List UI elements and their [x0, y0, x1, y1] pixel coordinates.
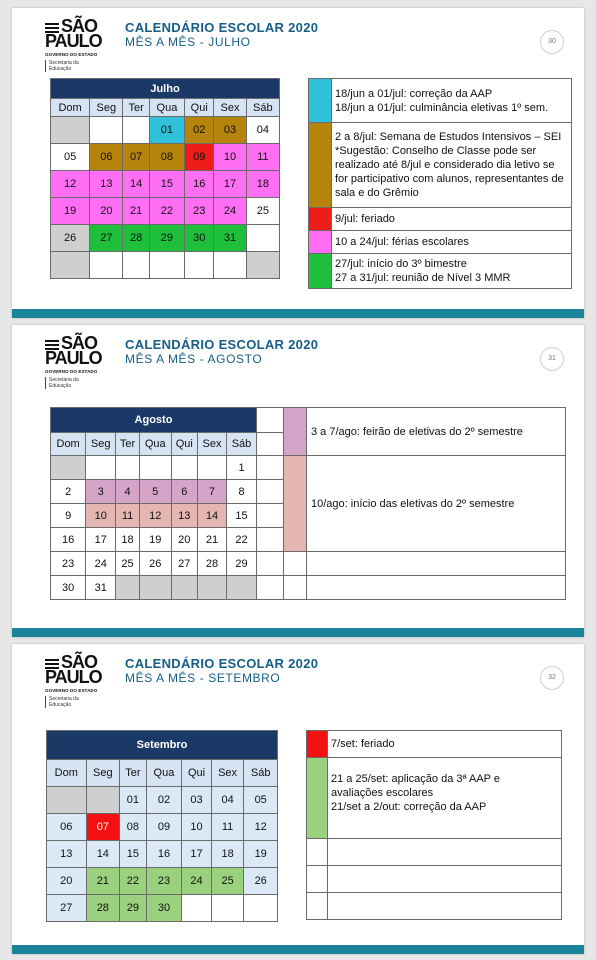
- spacer-cell: [257, 552, 284, 576]
- week-row: [51, 576, 566, 600]
- day-cell: 26: [139, 552, 171, 576]
- legend-row: [309, 123, 572, 208]
- day-cell: 20: [171, 528, 197, 552]
- weekday-header: Ter: [116, 433, 140, 456]
- day-cell: 27: [90, 225, 123, 252]
- week-row: [47, 841, 278, 868]
- weekday-header: Seg: [90, 99, 123, 117]
- day-cell: 20: [90, 198, 123, 225]
- day-cell: [214, 252, 246, 279]
- legend-swatch: [284, 552, 307, 576]
- day-cell: [197, 576, 226, 600]
- legend-text: 10/ago: início das eletivas do 2º semestre: [307, 456, 566, 552]
- legend-swatch: [284, 576, 307, 600]
- page-number: 31: [540, 347, 564, 371]
- day-cell: 02: [146, 787, 182, 814]
- day-cell: 4: [116, 480, 140, 504]
- day-cell: 13: [90, 171, 123, 198]
- spacer-cell: [257, 408, 284, 433]
- weekday-header: Sáb: [227, 433, 257, 456]
- weekday-header: Dom: [51, 99, 90, 117]
- legend-swatch: [309, 254, 332, 289]
- day-cell: 7: [197, 480, 226, 504]
- sp-logo: SÃO PAULO GOVERNO DO ESTADO Secretaria da Educação: [45, 654, 125, 708]
- day-cell: [51, 456, 86, 480]
- week-row: [51, 225, 280, 252]
- weekday-header: Qui: [185, 99, 214, 117]
- legend-swatch: [307, 893, 328, 920]
- legend-text: 10 a 24/jul: férias escolares: [332, 231, 572, 254]
- day-cell: 21: [123, 198, 149, 225]
- legend-row: [307, 758, 562, 839]
- sp-logo: SÃO PAULO GOVERNO DO ESTADO Secretaria da Educação: [45, 335, 125, 389]
- day-cell: [211, 895, 244, 922]
- day-cell: 22: [120, 868, 147, 895]
- calendar-julho: [50, 78, 280, 279]
- month-name: Setembro: [47, 731, 278, 760]
- spacer-cell: [257, 433, 284, 456]
- legend-row: [307, 866, 562, 893]
- legend-text: 3 a 7/ago: feirão de eletivas do 2º semestre: [307, 408, 566, 456]
- day-cell: [185, 252, 214, 279]
- legend-row: [307, 893, 562, 920]
- day-cell: 21: [197, 528, 226, 552]
- weekday-header: Sex: [211, 760, 244, 787]
- day-cell: 04: [211, 787, 244, 814]
- day-cell: 03: [214, 117, 246, 144]
- spacer-cell: [257, 576, 284, 600]
- day-cell: [116, 576, 140, 600]
- legend-swatch: [307, 758, 328, 839]
- day-cell: 13: [171, 504, 197, 528]
- legend-text: 21 a 25/set: aplicação da 3ª AAP e avaliações escolares 21/set a 2/out: correção da AAP: [328, 758, 562, 839]
- day-cell: 19: [51, 198, 90, 225]
- day-cell: 9: [51, 504, 86, 528]
- day-cell: 14: [123, 171, 149, 198]
- day-cell: 30: [51, 576, 86, 600]
- page-agosto: [12, 325, 584, 637]
- day-cell: 28: [197, 552, 226, 576]
- day-cell: 24: [182, 868, 212, 895]
- day-cell: 31: [86, 576, 116, 600]
- day-cell: [227, 576, 257, 600]
- day-cell: 06: [90, 144, 123, 171]
- legend-swatch: [309, 123, 332, 208]
- month-name: Julho: [51, 79, 280, 99]
- day-cell: [123, 252, 149, 279]
- day-cell: 07: [123, 144, 149, 171]
- weekday-header: Seg: [86, 433, 116, 456]
- day-cell: 04: [246, 117, 279, 144]
- spacer-cell: [257, 480, 284, 504]
- legend-text: 2 a 8/jul: Semana de Estudos Intensivos – SEI *Sugestão: Conselho de Classe pode ser realizado até 8/jul e considerado dia letivo se for participativo com alunos, representantes de sala e do Grêmio: [332, 123, 572, 208]
- week-row: [47, 895, 278, 922]
- day-cell: 23: [185, 198, 214, 225]
- weekday-header: Ter: [120, 760, 147, 787]
- weekday-row: [47, 760, 278, 787]
- legend-row: [309, 254, 572, 289]
- day-cell: [182, 895, 212, 922]
- day-cell: [246, 225, 279, 252]
- day-cell: 11: [116, 504, 140, 528]
- day-cell: 18: [246, 171, 279, 198]
- day-cell: 19: [244, 841, 278, 868]
- legend-text: [328, 893, 562, 920]
- day-cell: [139, 576, 171, 600]
- weekday-header: Sáb: [244, 760, 278, 787]
- legend-text: [307, 576, 566, 600]
- week-row: [51, 456, 566, 480]
- day-cell: 01: [149, 117, 184, 144]
- month-header-row: [51, 79, 280, 99]
- day-cell: 2: [51, 480, 86, 504]
- legend-swatch: [307, 866, 328, 893]
- day-cell: [116, 456, 140, 480]
- day-cell: 30: [146, 895, 182, 922]
- legend-swatch: [309, 79, 332, 123]
- day-cell: [246, 252, 279, 279]
- legend-swatch: [307, 839, 328, 866]
- day-cell: 14: [86, 841, 120, 868]
- week-row: [51, 552, 566, 576]
- week-row: [51, 144, 280, 171]
- day-cell: 12: [51, 171, 90, 198]
- day-cell: 25: [246, 198, 279, 225]
- day-cell: 23: [146, 868, 182, 895]
- day-cell: 14: [197, 504, 226, 528]
- day-cell: 11: [246, 144, 279, 171]
- day-cell: 28: [86, 895, 120, 922]
- day-cell: 26: [244, 868, 278, 895]
- day-cell: 22: [227, 528, 257, 552]
- footer-bar: [12, 628, 584, 637]
- day-cell: 3: [86, 480, 116, 504]
- weekday-header: Sex: [197, 433, 226, 456]
- legend-setembro: [306, 730, 562, 920]
- day-cell: [171, 456, 197, 480]
- day-cell: 09: [185, 144, 214, 171]
- day-cell: [90, 117, 123, 144]
- week-row: [51, 117, 280, 144]
- page-julho: [12, 8, 584, 318]
- day-cell: 1: [227, 456, 257, 480]
- day-cell: 12: [139, 504, 171, 528]
- day-cell: 25: [116, 552, 140, 576]
- day-cell: 6: [171, 480, 197, 504]
- legend-swatch: [284, 456, 307, 552]
- page-subtitle: MÊS A MÊS - JULHO: [125, 35, 251, 49]
- week-row: [51, 171, 280, 198]
- day-cell: [197, 456, 226, 480]
- legend-row: [309, 79, 572, 123]
- day-cell: [86, 787, 120, 814]
- day-cell: 31: [214, 225, 246, 252]
- weekday-header: Ter: [123, 99, 149, 117]
- legend-text: [328, 839, 562, 866]
- day-cell: 21: [86, 868, 120, 895]
- day-cell: 11: [211, 814, 244, 841]
- day-cell: 15: [149, 171, 184, 198]
- day-cell: 24: [86, 552, 116, 576]
- month-name: Agosto: [51, 408, 257, 433]
- weekday-header: Sáb: [246, 99, 279, 117]
- legend-row: [307, 839, 562, 866]
- legend-swatch: [309, 231, 332, 254]
- page-title: CALENDÁRIO ESCOLAR 2020: [125, 337, 319, 352]
- day-cell: 15: [120, 841, 147, 868]
- page-subtitle: MÊS A MÊS - AGOSTO: [125, 352, 263, 366]
- day-cell: 16: [185, 171, 214, 198]
- day-cell: 5: [139, 480, 171, 504]
- day-cell: [123, 117, 149, 144]
- day-cell: 05: [51, 144, 90, 171]
- day-cell: 26: [51, 225, 90, 252]
- day-cell: [51, 252, 90, 279]
- day-cell: 16: [146, 841, 182, 868]
- day-cell: 13: [47, 841, 87, 868]
- day-cell: 08: [149, 144, 184, 171]
- day-cell: 29: [227, 552, 257, 576]
- day-cell: 09: [146, 814, 182, 841]
- spacer-cell: [257, 528, 284, 552]
- month-header-row: [47, 731, 278, 760]
- legend-text: 7/set: feriado: [328, 731, 562, 758]
- day-cell: 08: [120, 814, 147, 841]
- day-cell: 30: [185, 225, 214, 252]
- day-cell: 18: [211, 841, 244, 868]
- day-cell: 10: [182, 814, 212, 841]
- month-header-row: [51, 408, 566, 433]
- legend-text: 18/jun a 01/jul: correção da AAP 18/jun a 01/jul: culminância eletivas 1º sem.: [332, 79, 572, 123]
- day-cell: 17: [86, 528, 116, 552]
- weekday-header: Qua: [149, 99, 184, 117]
- spacer-cell: [257, 504, 284, 528]
- day-cell: [51, 117, 90, 144]
- day-cell: 01: [120, 787, 147, 814]
- day-cell: 20: [47, 868, 87, 895]
- day-cell: 06: [47, 814, 87, 841]
- day-cell: 07: [86, 814, 120, 841]
- day-cell: 19: [139, 528, 171, 552]
- day-cell: 8: [227, 480, 257, 504]
- page-title: CALENDÁRIO ESCOLAR 2020: [125, 656, 319, 671]
- day-cell: 27: [47, 895, 87, 922]
- day-cell: 28: [123, 225, 149, 252]
- weekday-header: Qui: [171, 433, 197, 456]
- weekday-row: [51, 99, 280, 117]
- sp-logo: SÃO PAULO GOVERNO DO ESTADO Secretaria da Educação: [45, 18, 125, 72]
- day-cell: 15: [227, 504, 257, 528]
- day-cell: 17: [214, 171, 246, 198]
- page-subtitle: MÊS A MÊS - SETEMBRO: [125, 671, 281, 685]
- legend-text: 27/jul: início do 3º bimestre 27 a 31/jul: reunião de Nível 3 MMR: [332, 254, 572, 289]
- weekday-header: Seg: [86, 760, 120, 787]
- day-cell: [139, 456, 171, 480]
- weekday-header: Dom: [51, 433, 86, 456]
- weekday-header: Sex: [214, 99, 246, 117]
- footer-bar: [12, 945, 584, 954]
- day-cell: 05: [244, 787, 278, 814]
- day-cell: 17: [182, 841, 212, 868]
- spacer-cell: [257, 456, 284, 480]
- legend-swatch: [284, 408, 307, 456]
- footer-bar: [12, 309, 584, 318]
- day-cell: 10: [214, 144, 246, 171]
- day-cell: 16: [51, 528, 86, 552]
- calendar-agosto: [50, 407, 566, 600]
- day-cell: 03: [182, 787, 212, 814]
- legend-julho: [308, 78, 572, 289]
- week-row: [47, 787, 278, 814]
- legend-swatch: [307, 731, 328, 758]
- legend-row: [309, 231, 572, 254]
- day-cell: 12: [244, 814, 278, 841]
- page-number: 30: [540, 30, 564, 54]
- day-cell: 29: [149, 225, 184, 252]
- day-cell: [244, 895, 278, 922]
- day-cell: 29: [120, 895, 147, 922]
- page-title: CALENDÁRIO ESCOLAR 2020: [125, 20, 319, 35]
- legend-swatch: [309, 208, 332, 231]
- day-cell: 10: [86, 504, 116, 528]
- legend-text: [328, 866, 562, 893]
- calendar-setembro: [46, 730, 278, 922]
- legend-row: [307, 731, 562, 758]
- page-number: 32: [540, 666, 564, 690]
- day-cell: 23: [51, 552, 86, 576]
- weekday-header: Qua: [139, 433, 171, 456]
- legend-text: 9/jul: feriado: [332, 208, 572, 231]
- day-cell: 27: [171, 552, 197, 576]
- week-row: [47, 814, 278, 841]
- weekday-header: Qui: [182, 760, 212, 787]
- legend-text: [307, 552, 566, 576]
- day-cell: 18: [116, 528, 140, 552]
- week-row: [51, 198, 280, 225]
- day-cell: [86, 456, 116, 480]
- day-cell: 02: [185, 117, 214, 144]
- day-cell: [149, 252, 184, 279]
- weekday-header: Qua: [146, 760, 182, 787]
- page-setembro: [12, 644, 584, 954]
- day-cell: [47, 787, 87, 814]
- day-cell: [90, 252, 123, 279]
- day-cell: 25: [211, 868, 244, 895]
- day-cell: 22: [149, 198, 184, 225]
- week-row: [47, 868, 278, 895]
- week-row: [51, 252, 280, 279]
- weekday-header: Dom: [47, 760, 87, 787]
- day-cell: 24: [214, 198, 246, 225]
- day-cell: [171, 576, 197, 600]
- legend-row: [309, 208, 572, 231]
